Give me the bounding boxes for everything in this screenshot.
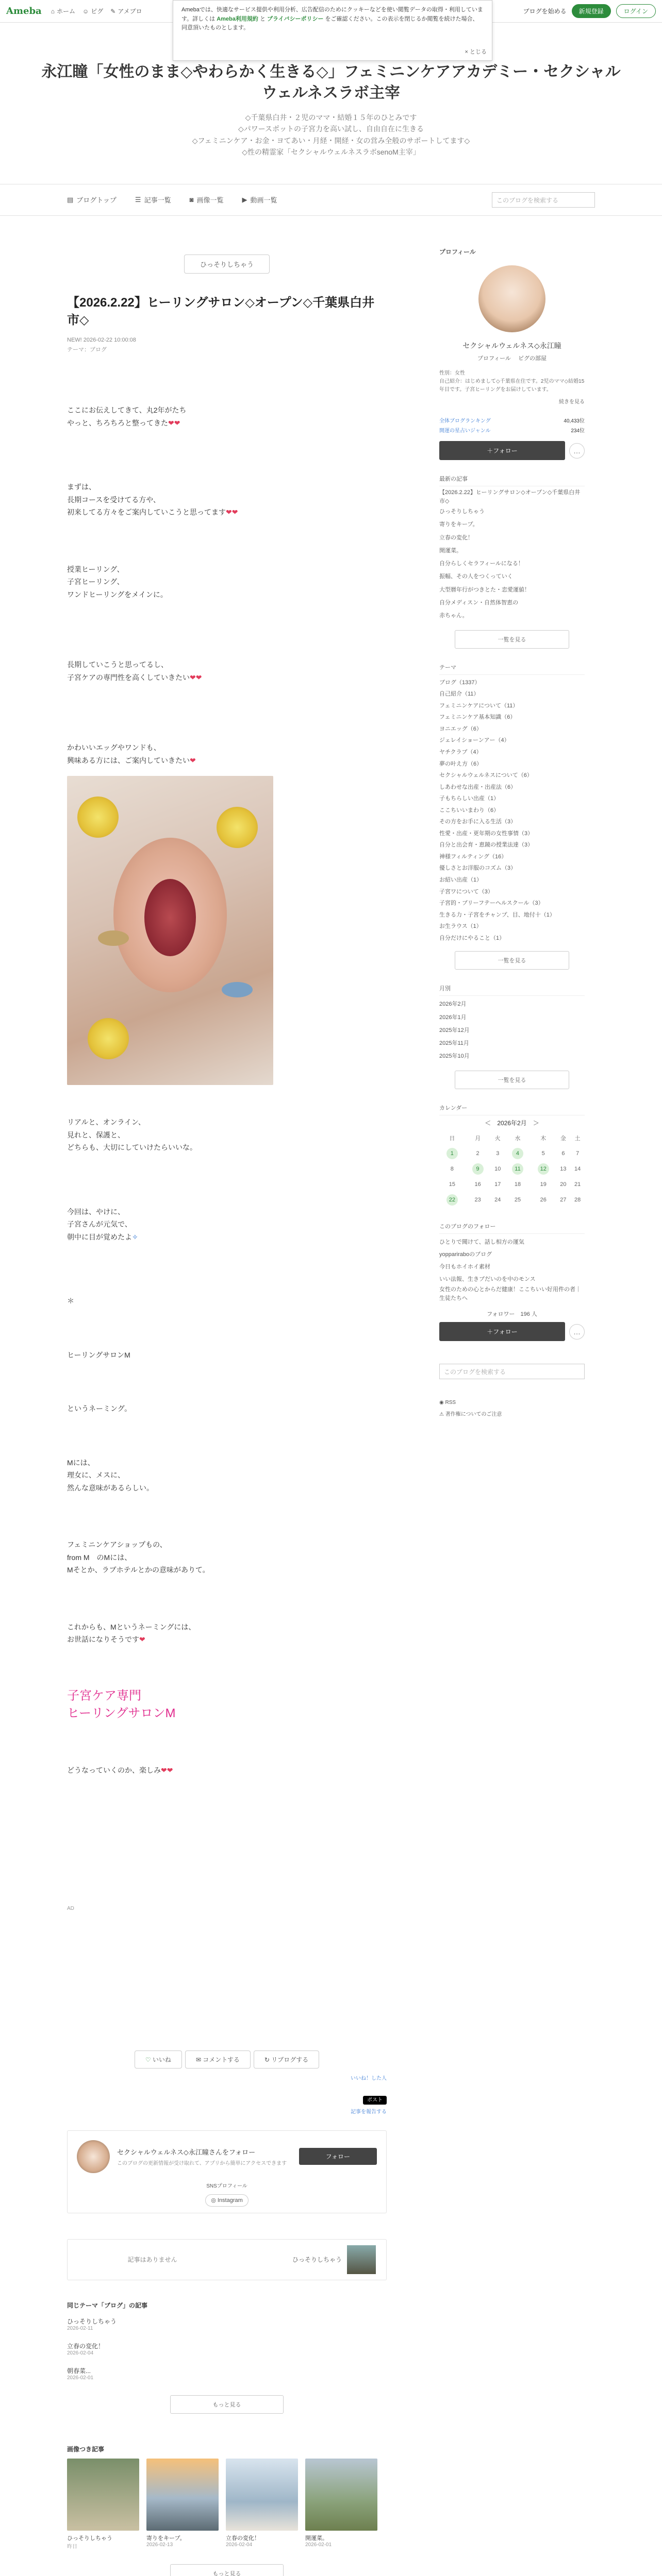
latest-item[interactable]: 自分メディスン・自然体智恵の bbox=[439, 600, 519, 606]
instagram-icon: ◎ bbox=[211, 2197, 216, 2204]
heart-icon: ❤❤ bbox=[190, 673, 202, 682]
home-icon: ▤ bbox=[67, 195, 74, 204]
heart-icon: ❤❤ bbox=[168, 418, 180, 427]
follow-item[interactable]: 女性のための心とからだ健康！ここちいい好用件の者｜生徒たちへ bbox=[439, 1286, 581, 1301]
calendar-day[interactable]: 4 bbox=[505, 1146, 531, 1161]
main-column bbox=[67, 247, 387, 2576]
sidebar bbox=[439, 247, 585, 1417]
image-article-card[interactable]: 立春の変化！ 2026-02-04 bbox=[226, 2459, 298, 2550]
calendar-day: 16 bbox=[474, 1181, 481, 1188]
calendar-day: 25 bbox=[514, 1196, 521, 1203]
image-article-card[interactable]: ひっそりしちゃう 昨日 bbox=[67, 2459, 139, 2550]
profile-sex: 性別：女性 bbox=[439, 370, 465, 376]
top-nav-ameblo[interactable]: ✎ アメブロ bbox=[110, 7, 142, 15]
para: 初来してる方々をご案内していこうと思ってます❤❤ bbox=[67, 508, 238, 517]
calendar-day: 15 bbox=[449, 1181, 455, 1188]
para: かわいいエッグやワンドも、 bbox=[67, 743, 161, 752]
blog-desc-line: ◇フェミニンケア・お金・ヨてあい・月経・開経・女の営み全般のサポートしてます◇ bbox=[192, 136, 470, 145]
para: 興味ある方には、ご案内していきたい❤ bbox=[67, 756, 196, 765]
post-button[interactable]: ポスト bbox=[363, 2096, 387, 2105]
theme-item[interactable]: フェミニンケア基本知識（6） bbox=[439, 714, 516, 721]
month-item[interactable]: 2025年12月 bbox=[439, 1027, 470, 1033]
theme-item[interactable]: 子宮ワについて（3） bbox=[439, 888, 493, 895]
cookie-text-mid: と bbox=[259, 15, 266, 22]
instagram-link[interactable]: ◎ Instagram bbox=[205, 2194, 249, 2207]
avatar[interactable] bbox=[77, 2140, 110, 2173]
follow-list bbox=[439, 1236, 585, 1303]
nav-blog-top[interactable]: ▤ ブログトップ bbox=[67, 195, 117, 205]
sns-profile-label: SNSプロフィール bbox=[206, 2183, 247, 2189]
reblog-button[interactable]: ↻ リブログする bbox=[254, 2050, 319, 2069]
calendar-day: 3 bbox=[496, 1150, 500, 1157]
latest-item[interactable]: ひっそりしちゃう bbox=[439, 509, 485, 515]
para: Mそとか、ラブホテルとかの意味がありて。 bbox=[67, 1566, 210, 1574]
article-date: NEW! 2026-02-22 10:00:08 bbox=[67, 337, 136, 344]
theme-item[interactable]: ヤチクラブ（4） bbox=[439, 749, 482, 755]
theme-item[interactable]: ブログ（1337） bbox=[439, 679, 481, 686]
profile-avatar[interactable] bbox=[478, 265, 545, 332]
cookie-text-1: Amebaでは、快適なサービス提供や利用分析、広告配信のためにクッキーなどを使い閲覧データの取得・利用しています。詳しくは bbox=[181, 7, 483, 22]
cookie-banner bbox=[173, 0, 492, 61]
same-theme-header: 同じテーマ「ブログ」の記事 bbox=[67, 2301, 148, 2309]
theme-item[interactable]: 優しさとお洋服のコズム（3） bbox=[439, 865, 517, 872]
article-theme[interactable]: テーマ：ブログ bbox=[67, 347, 107, 353]
profile-header: プロフィール bbox=[439, 248, 476, 256]
latest-item[interactable]: 立春の変化！ bbox=[439, 534, 473, 541]
calendar-day: 14 bbox=[574, 1165, 581, 1172]
calendar-day: 17 bbox=[494, 1181, 501, 1188]
reaction-bar bbox=[67, 2050, 387, 2069]
top-nav bbox=[51, 7, 142, 15]
para: 朝中に目が覚めたよ✧ bbox=[67, 1232, 138, 1241]
calendar-nav bbox=[439, 1118, 585, 1127]
latest-item[interactable]: 開運菜。 bbox=[439, 547, 462, 554]
theme-item[interactable]: お紹い出産（1） bbox=[439, 876, 483, 883]
next-article-thumb bbox=[347, 2245, 376, 2274]
month-item[interactable]: 2025年11月 bbox=[439, 1040, 469, 1047]
calendar-day[interactable]: 22 bbox=[439, 1192, 465, 1208]
follow-item[interactable]: yoppariraboのブログ bbox=[439, 1251, 492, 1258]
sparkle-icon: ✧ bbox=[132, 1232, 138, 1241]
follower-count[interactable]: フォロワー 196 人 bbox=[487, 1311, 537, 1318]
calendar-day: 23 bbox=[474, 1196, 481, 1203]
sidebar-follow-button-2[interactable]: ＋フォロー bbox=[439, 1322, 565, 1341]
ameblo-icon: ✎ bbox=[110, 7, 116, 15]
latest-item[interactable]: 【2026.2.22】ヒーリングサロン◇オープン◇千葉県白井市◇ bbox=[439, 489, 581, 504]
image-articles-header: 画像つき記事 bbox=[67, 2445, 105, 2453]
profile-more-link[interactable]: 続きを見る bbox=[559, 399, 585, 405]
para: ＊ bbox=[67, 1297, 74, 1306]
profile-intro: 自己紹介：はじめまして◇千葉県在住です。2児のママ◇結婚15年目です。子宮ヒーリングをお届けしています。 bbox=[439, 379, 585, 393]
para: 子宮ケアの専門性を高くしていきたい❤❤ bbox=[67, 673, 202, 682]
top-nav-pigg[interactable]: ☺ ピグ bbox=[82, 7, 104, 15]
calendar-day: 21 bbox=[574, 1181, 581, 1188]
theme-more-button[interactable]: 一覧を見る bbox=[455, 951, 569, 970]
image-article-card[interactable]: 寄りをキープ。 2026-02-13 bbox=[146, 2459, 219, 2550]
calendar-grid bbox=[439, 1130, 585, 1208]
para: やっと、ちろちろと整ってきた❤❤ bbox=[67, 418, 180, 427]
calendar-title: 2026年2月 bbox=[497, 1119, 527, 1127]
article-image[interactable] bbox=[67, 776, 273, 1085]
like-users-link[interactable]: いいね！した人 bbox=[351, 2075, 387, 2081]
warning-icon: ⚠ bbox=[439, 1412, 444, 1418]
image-articles-more-button[interactable]: もっと見る bbox=[170, 2564, 284, 2576]
pigg-room-link[interactable]: ピグの部屋 bbox=[518, 355, 547, 362]
para: お世話になりそうです❤ bbox=[67, 1635, 145, 1644]
latest-list bbox=[439, 488, 585, 623]
rss-link[interactable]: ◉ RSS bbox=[439, 1400, 456, 1406]
month-list bbox=[439, 998, 585, 1063]
calendar-day: 5 bbox=[541, 1150, 545, 1157]
latest-item[interactable]: 寄りをキープ。 bbox=[439, 521, 478, 528]
login-button[interactable]: ログイン bbox=[616, 4, 656, 18]
para: というネーミング。 bbox=[67, 1404, 132, 1413]
para: 子宮さんが元気で、 bbox=[67, 1220, 132, 1229]
top-right bbox=[523, 4, 656, 18]
same-theme-item[interactable]: ひっそりしちゃう 2026-02-11 bbox=[67, 2317, 117, 2331]
calendar-weekday: 金 bbox=[560, 1135, 566, 1142]
calendar-weekday: 木 bbox=[540, 1135, 547, 1142]
cookie-close-button[interactable]: × とじる bbox=[465, 49, 487, 56]
follow-item[interactable]: いい法報、生きプだいのを中のモンス bbox=[439, 1276, 536, 1283]
follow-button[interactable]: フォロー bbox=[299, 2148, 377, 2165]
cookie-privacy-link[interactable]: プライバシーポリシー bbox=[267, 15, 324, 22]
para: これからも、Mというネーミングには、 bbox=[67, 1622, 196, 1631]
theme-item[interactable]: ここちいいまわり（6） bbox=[439, 807, 500, 814]
month-item[interactable]: 2026年2月 bbox=[439, 1001, 467, 1008]
blog-title[interactable]: 永江瞳「女性のまま◇やわらかく生きる◇」フェミニンケアアカデミー・セクシャルウェルネスラボ主宰 bbox=[41, 63, 621, 101]
para: from M のMには、 bbox=[67, 1553, 132, 1562]
calendar-day[interactable]: 11 bbox=[505, 1161, 531, 1177]
nav-video-list[interactable]: ▶ 動画一覧 bbox=[242, 195, 277, 205]
same-theme-more-button[interactable]: もっと見る bbox=[170, 2395, 284, 2414]
theme-list bbox=[439, 677, 585, 944]
latest-item[interactable]: 自分らしくセラフィールになる！ bbox=[439, 561, 524, 567]
calendar-weekday: 日 bbox=[449, 1135, 455, 1142]
calendar-weekday: 土 bbox=[574, 1135, 581, 1142]
calendar-day[interactable]: 12 bbox=[531, 1161, 556, 1177]
reblog-icon: ↻ bbox=[264, 2056, 270, 2063]
theme-item[interactable]: 生きる力・子宮をチャンプ、目、地付十（1） bbox=[439, 911, 555, 918]
para: 子宮ヒーリング、 bbox=[67, 578, 124, 586]
video-icon: ▶ bbox=[242, 195, 247, 204]
calendar-day: 6 bbox=[561, 1150, 565, 1157]
para: 見れと、保護と、 bbox=[67, 1130, 125, 1139]
same-theme-item[interactable]: 立春の変化！ 2026-02-04 bbox=[67, 2342, 105, 2356]
follow-card bbox=[67, 2130, 387, 2213]
image-article-card[interactable]: 開運菜。 2026-02-01 bbox=[305, 2459, 377, 2550]
theme-item[interactable]: セクシャルウェルネスについて（6） bbox=[439, 772, 533, 779]
next-article-pill[interactable]: ひっそりしちゃう bbox=[184, 255, 270, 274]
blog-desc-line: ◇性の精霊家「セクシャルウェルネスラボsenoM主宰」 bbox=[242, 148, 420, 157]
same-theme-item[interactable]: 朝春菜... 2026-02-01 bbox=[67, 2367, 94, 2381]
comment-button[interactable]: ✉ コメントする bbox=[185, 2050, 251, 2069]
theme-item[interactable]: 神様フィルティング（16） bbox=[439, 853, 507, 860]
theme-item[interactable]: 自分だけにやること（1） bbox=[439, 935, 505, 941]
article-body bbox=[67, 404, 387, 1777]
like-button[interactable]: ♡ いいね bbox=[135, 2050, 182, 2069]
same-theme-section bbox=[67, 2301, 387, 2414]
calendar-day: 26 bbox=[540, 1196, 547, 1203]
calendar-header: カレンダー bbox=[439, 1104, 585, 1115]
home-icon: ⌂ bbox=[51, 7, 55, 15]
article-title[interactable]: 【2026.2.22】ヒーリングサロン◇オープン◇千葉県白井市◇ bbox=[67, 296, 375, 327]
next-article[interactable]: ひっそりしちゃう bbox=[227, 2245, 376, 2274]
para: 然んな意味があるらしい。 bbox=[67, 1483, 154, 1492]
month-more-button[interactable]: 一覧を見る bbox=[455, 1071, 569, 1089]
latest-item[interactable]: 赤ちゃん。 bbox=[439, 613, 468, 619]
nav-article-list[interactable]: ☰ 記事一覧 bbox=[135, 195, 171, 205]
para: フェミニンケアショップもの、 bbox=[67, 1540, 167, 1549]
theme-header: テーマ bbox=[439, 663, 585, 675]
theme-item[interactable]: ヨニエッグ（6） bbox=[439, 725, 482, 732]
calendar-day: 2 bbox=[476, 1150, 479, 1157]
theme-item[interactable]: 自己紹介（11） bbox=[439, 691, 479, 698]
nav-image-list[interactable]: ◙ 画像一覧 bbox=[189, 196, 224, 205]
heart-icon: ❤ bbox=[139, 1635, 145, 1644]
follow-list-header: このブログのフォロー bbox=[439, 1222, 585, 1234]
theme-item[interactable]: 自分と出会育・恵鏡の授業法達（3） bbox=[439, 842, 534, 849]
para: まずは、 bbox=[67, 483, 96, 492]
blog-desc-line: ◇千葉県白井・２児のママ・結婚１５年のひとみです bbox=[245, 113, 417, 122]
calendar-weekday: 水 bbox=[515, 1135, 521, 1142]
theme-item[interactable]: その方をお手に入る生活（3） bbox=[439, 819, 517, 825]
para: ここにお伝えしてきて、丸2年がたち bbox=[67, 406, 187, 415]
theme-item[interactable]: ジェレイショーンアー（4） bbox=[439, 737, 510, 744]
calendar-day: 19 bbox=[540, 1181, 547, 1188]
para: 授業ヒーリング、 bbox=[67, 565, 124, 573]
list-icon: ☰ bbox=[135, 195, 141, 204]
report-link[interactable]: 記事を報告する bbox=[351, 2109, 387, 2115]
para: 今回は、やけに、 bbox=[67, 1207, 125, 1216]
para: リアルと、オンライン、 bbox=[67, 1118, 145, 1127]
ranking-row[interactable]: 全体ブログランキング 40,433位 bbox=[439, 418, 585, 424]
chevron-right-icon[interactable]: ＞ bbox=[533, 1119, 539, 1127]
para: 長期コースを受けてる方や、 bbox=[67, 495, 161, 504]
para: ワンドヒーリングをメインに。 bbox=[67, 590, 168, 599]
blog-nav bbox=[0, 184, 662, 216]
calendar-day: 7 bbox=[576, 1150, 580, 1157]
profile-links bbox=[439, 354, 585, 362]
theme-item[interactable]: 子宮的・ブリーフテーヘルスクール（3） bbox=[439, 900, 544, 907]
salon-name-highlight: 子宮ケア専門 bbox=[67, 1688, 141, 1703]
calendar-day: 27 bbox=[560, 1196, 567, 1203]
calendar-day[interactable]: 1 bbox=[439, 1146, 465, 1161]
blog-desc-line: ◇パワースポットの子宮力を高い試し、自由自在に生きる bbox=[238, 125, 424, 133]
follow-card-sub: このブログの更新情報が受け取れて、アプリから簡単にアクセスできます bbox=[117, 2160, 287, 2166]
cookie-terms-link[interactable]: Ameba利用規約 bbox=[217, 15, 258, 22]
theme-item[interactable]: しあわせな出産・出産法（6） bbox=[439, 784, 517, 790]
para: どうなっていくのか、楽しみ❤❤ bbox=[67, 1766, 173, 1775]
calendar-day: 28 bbox=[574, 1196, 581, 1203]
salon-name-highlight: ヒーリングサロンM bbox=[67, 1706, 176, 1721]
calendar-day: 13 bbox=[560, 1165, 567, 1172]
rss-icon: ◉ bbox=[439, 1400, 444, 1406]
para: 理女に、メスに、 bbox=[67, 1471, 125, 1480]
latest-item[interactable]: 振幅、その人をつくっていく bbox=[439, 573, 513, 580]
sidebar-follow-button[interactable]: ＋フォロー bbox=[439, 441, 565, 460]
calendar-day: 20 bbox=[560, 1181, 567, 1188]
pigg-icon: ☺ bbox=[82, 7, 89, 15]
para: Mには、 bbox=[67, 1458, 95, 1467]
ameba-logo[interactable]: Ameba bbox=[6, 6, 42, 16]
calendar-day: 18 bbox=[514, 1181, 521, 1188]
copyright-notice-link[interactable]: ⚠ 著作権についてのご注意 bbox=[439, 1412, 502, 1418]
latest-item[interactable]: 大型暦年行がつきとた・恋愛運値！ bbox=[439, 586, 530, 593]
follow-card-name: セクシャルウェルネス◇永江瞳さんをフォロー bbox=[117, 2148, 256, 2156]
para: どちらも、大切にしていけたらいいな。 bbox=[67, 1143, 197, 1152]
latest-more-button[interactable]: 一覧を見る bbox=[455, 630, 569, 649]
calendar-day: 24 bbox=[494, 1196, 501, 1203]
heart-icon: ❤❤ bbox=[226, 508, 238, 517]
top-nav-home[interactable]: ⌂ ホーム bbox=[51, 7, 75, 15]
ad-label: AD bbox=[67, 1905, 74, 1911]
header-search-input[interactable]: このブログを検索する bbox=[492, 192, 595, 208]
calendar-weekday: 火 bbox=[494, 1135, 501, 1142]
theme-item[interactable]: 性愛・出産・更年期の女性事情（3） bbox=[439, 830, 534, 837]
blog-description bbox=[0, 112, 662, 158]
comment-icon: ✉ bbox=[195, 2056, 201, 2063]
signup-button[interactable]: 新規登録 bbox=[572, 4, 611, 18]
camera-icon: ◙ bbox=[189, 196, 194, 204]
theme-item[interactable]: 子もちらしい出産（1） bbox=[439, 795, 500, 802]
like-icon: ♡ bbox=[145, 2056, 151, 2063]
heart-icon: ❤❤ bbox=[161, 1766, 173, 1775]
more-options-icon[interactable]: … bbox=[569, 443, 585, 459]
latest-header: 最新の記事 bbox=[439, 474, 585, 486]
profile-link[interactable]: プロフィール bbox=[477, 355, 511, 362]
cookie-text-2: をご確認ください。この表示を閉じるか閲覧を続けた場合、同意頂いたものとします。 bbox=[181, 15, 478, 31]
month-item[interactable]: 2026年1月 bbox=[439, 1014, 467, 1021]
calendar-weekday: 月 bbox=[475, 1135, 481, 1142]
sidebar-search-input[interactable]: このブログを検索する bbox=[439, 1364, 585, 1379]
para: ヒーリングサロンM bbox=[67, 1350, 130, 1359]
theme-item[interactable]: お生ラウス（1） bbox=[439, 923, 482, 930]
image-articles-section bbox=[67, 2445, 387, 2576]
blog-start-link[interactable]: ブログを始める bbox=[523, 8, 567, 15]
calendar-day: 8 bbox=[450, 1165, 454, 1172]
profile-name[interactable]: セクシャルウェルネス◇永江瞳 bbox=[462, 342, 561, 350]
prev-article: 記事はありません bbox=[127, 2256, 177, 2264]
heart-icon: ❤ bbox=[190, 756, 196, 765]
theme-item[interactable]: フェミニンケアについて（11） bbox=[439, 702, 519, 709]
theme-item[interactable]: 夢の叶え方（6） bbox=[439, 760, 483, 767]
more-options-icon[interactable]: … bbox=[569, 1324, 585, 1340]
month-item[interactable]: 2025年10月 bbox=[439, 1053, 470, 1060]
prev-next-nav bbox=[67, 2239, 387, 2280]
follow-item[interactable]: 今日もホイホイ素材 bbox=[439, 1264, 490, 1270]
month-header: 月別 bbox=[439, 984, 585, 996]
calendar-day: 10 bbox=[494, 1165, 501, 1172]
chevron-left-icon[interactable]: ＜ bbox=[485, 1119, 491, 1127]
follow-item[interactable]: ひとりで聞けて、話し相方の運気 bbox=[439, 1239, 524, 1245]
para: 長期していこうと思ってるし、 bbox=[67, 660, 168, 669]
ranking-row[interactable]: 開運の星占いジャンル 234位 bbox=[439, 428, 585, 434]
calendar-day[interactable]: 9 bbox=[465, 1161, 491, 1177]
